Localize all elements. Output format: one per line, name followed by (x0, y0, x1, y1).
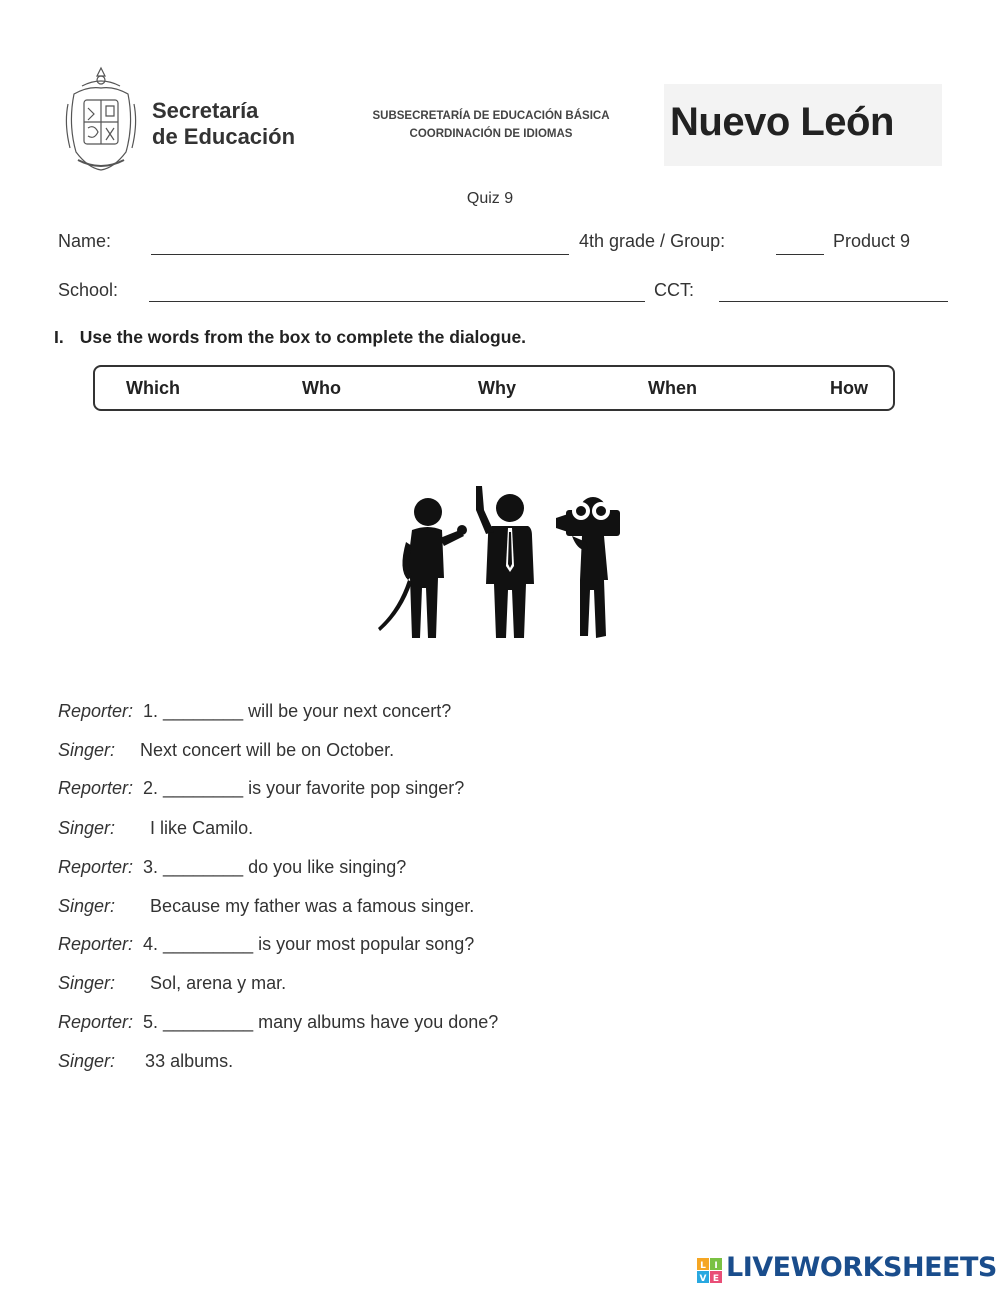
dialogue-line (58, 973, 286, 994)
dialogue-text: 1. ________ will be your next concert? (133, 701, 452, 721)
speaker-label: Singer: (58, 818, 116, 838)
speaker-label: Singer: (58, 740, 116, 760)
nuevo-leon-logo: Nuevo León (670, 100, 894, 144)
speaker-label: Reporter: (58, 934, 134, 954)
state-coat-of-arms-seal (62, 64, 140, 176)
dialogue-line (58, 778, 464, 799)
name-label: Name: (58, 231, 112, 251)
subsecretaria-line-1: SUBSECRETARÍA DE EDUCACIÓN BÁSICA (372, 110, 610, 122)
cct-blank-line[interactable] (719, 301, 948, 302)
reporter-figure (378, 498, 467, 638)
dialogue-line (58, 740, 394, 761)
subsecretaria-heading (350, 107, 632, 143)
cct-label: CCT: (654, 280, 694, 300)
quiz-title: Quiz 9 (466, 190, 514, 207)
dialogue-text: 33 albums. (115, 1051, 234, 1071)
dialogue-text: Sol, arena y mar. (115, 973, 287, 993)
instruction-number: I. (54, 327, 64, 347)
speaker-label: Singer: (58, 973, 116, 993)
instruction-heading (54, 327, 526, 348)
word-how: How (830, 378, 868, 398)
liveworksheets-logo-text: LIVEWORKSHEETS (726, 1252, 997, 1283)
dialogue-text: Because my father was a famous singer. (115, 896, 475, 916)
dialogue-text: 5. _________ many albums have you done? (133, 1012, 499, 1032)
logo-letter-v: V (699, 1274, 707, 1284)
word-why: Why (478, 378, 516, 398)
speaker-label: Singer: (58, 1051, 116, 1071)
cameraman-figure (556, 497, 620, 638)
dialogue-text: 4. _________ is your most popular song? (133, 934, 475, 954)
dialogue-line (58, 1012, 498, 1033)
speaker-label: Reporter: (58, 701, 134, 721)
dialogue-text: I like Camilo. (115, 818, 254, 838)
logo-letter-i: I (714, 1261, 718, 1271)
speaker-label: Reporter: (58, 1012, 134, 1032)
speaker-label: Reporter: (58, 857, 134, 877)
dialogue-line (58, 701, 451, 722)
school-label: School: (58, 280, 119, 300)
dialogue-text: Next concert will be on October. (115, 740, 395, 760)
logo-letter-l: L (700, 1261, 706, 1271)
word-who: Who (302, 378, 341, 398)
word-which: Which (126, 378, 180, 398)
dialogue-text: 3. ________ do you like singing? (133, 857, 407, 877)
logo-letter-e: E (712, 1274, 720, 1284)
school-blank-line[interactable] (149, 301, 645, 302)
dialogue-line (58, 934, 474, 955)
subsecretaria-line-2: COORDINACIÓN DE IDIOMAS (409, 128, 573, 140)
secretaria-de-educacion-title (152, 98, 295, 150)
singer-figure (476, 486, 534, 638)
interview-illustration (368, 480, 638, 645)
name-blank-line[interactable] (151, 254, 569, 255)
secretaria-line-1: Secretaría (152, 98, 259, 123)
liveworksheets-logo-icon (697, 1258, 723, 1284)
word-when: When (648, 378, 697, 398)
instruction-text: Use the words from the box to complete the dialogue. (79, 327, 527, 347)
speaker-label: Reporter: (58, 778, 134, 798)
product-label: Product 9 (833, 231, 911, 251)
dialogue-line (58, 1051, 233, 1072)
speaker-label: Singer: (58, 896, 116, 916)
dialogue-line (58, 896, 474, 917)
secretaria-line-2: de Educación (152, 124, 296, 149)
grade-group-label: 4th grade / Group: (579, 231, 726, 251)
dialogue-text: 2. ________ is your favorite pop singer? (133, 778, 465, 798)
dialogue-line (58, 857, 406, 878)
dialogue-line (58, 818, 253, 839)
group-blank-line[interactable] (776, 254, 824, 255)
